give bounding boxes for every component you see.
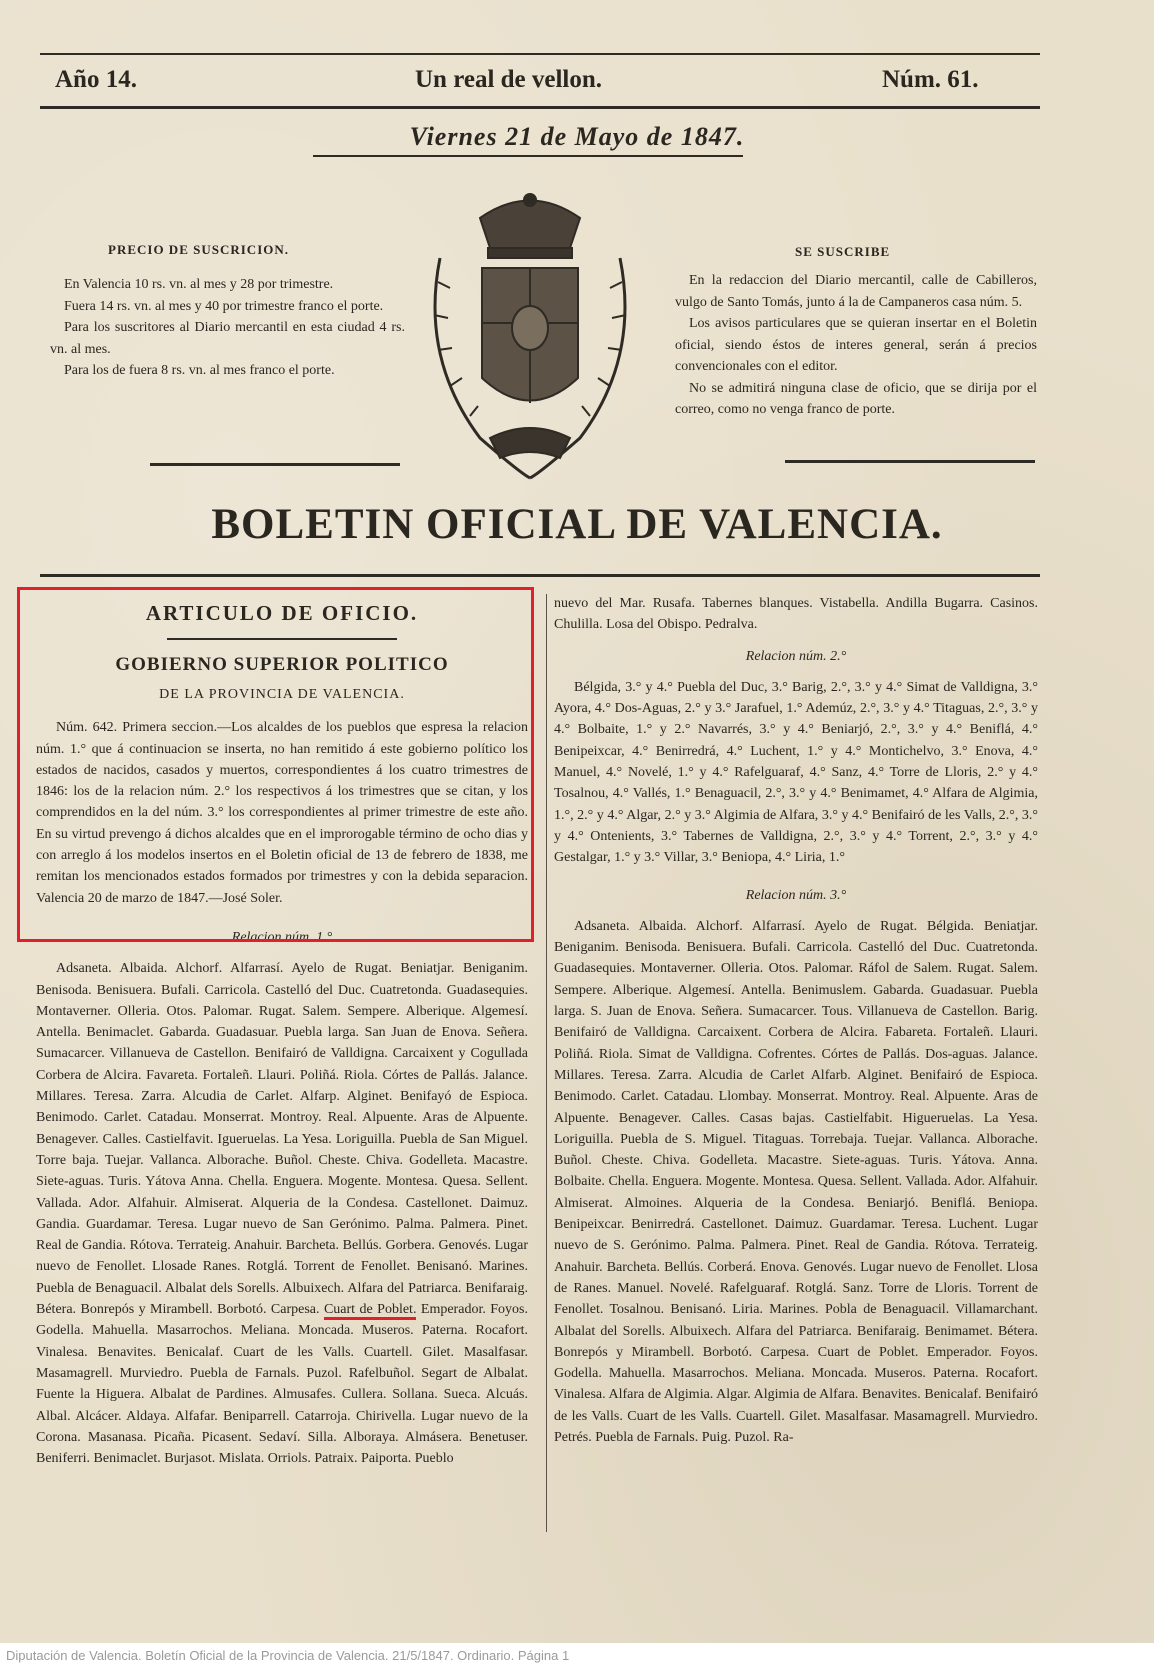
relacion-1-list	[36, 958, 528, 1469]
column-divider	[546, 594, 547, 1532]
list-continuation: nuevo del Mar. Rusafa. Tabernes blanques. Vistabella. Andilla Bugarra. Casinos. Chulilla. Losa del Obispo. Pedralva.	[554, 596, 1038, 633]
price-paragraph: Para los de fuera 8 rs. vn. al mes franco el porte.	[64, 363, 335, 378]
price-paragraph: Para los suscritores al Diario mercantil en esta ciudad 4 rs. vn. al mes.	[50, 320, 405, 357]
relacion-3-title: Relacion núm. 3.°	[745, 887, 847, 903]
relacion-2-list: Bélgida, 3.° y 4.° Puebla del Duc, 3.° Barig, 2.°, 3.° y 4.° Simat de Valldigna, 3.° Ayora, 4.° Dos-Aguas, 2.° y 3.° Jarafuel, 1.° Ademúz, 2.°, 3.° y 4.° Titaguas, 2.°, 3.° y 4.° Bolbaite, 1.° y 2.° Navarrés, 3.° y 4.° Beniarjó, 2.°, 3.° y 4.° Beniflá, 4.° Benipeixcar, 4.° Benirredrá, 4.° Luchent, 1.° y 4.° Montichelvo, 3.° Enova, 4.° Manuel, 4.° Novelé, 1.° y 4.° Rafelguaraf, 4.° Sanz, 4.° Torre de Lloris, 2.° y 4.° Tosalnou, 4.° Vallés, 1.° Benaguacil, 2.°, 3.° y 4.° Benimamet, 4.° Alfara de Algimia, 1.°, 2.° y 4.° Algar, 2.° y 3.° Algimia de Alfara, 3.° y 4.° Benifairó de les Valls, 2.°, 3.° y 4.° Ontenients, 3.° Tabernes de Valldigna, 2.°, 3.° y 4.° Torrent, 2.°, 3.° y 4.° Gestalgar, 1.° y 3.° Villar, 3.° Beniopa, 4.° Liria, 1.°	[554, 679, 1038, 866]
subscribe-paragraph: En la redaccion del Diario mercantil, calle de Cabilleros, vulgo de Santo Tomás, junto á la de Campaneros casa núm. 5.	[675, 273, 1037, 310]
source-footer: Diputación de Valencia. Boletín Oficial de la Provincia de Valencia. 21/5/1847. Ordinario. Página 1	[0, 1643, 1154, 1669]
relacion-2-title: Relacion núm. 2.°	[745, 648, 847, 664]
top-rule	[40, 53, 1040, 55]
subscribe-paragraph: No se admitirá ninguna clase de oficio, que se dirija por el correo, como no venga franco de porte.	[675, 380, 1037, 417]
cuart-de-poblet-highlight: Cuart de Poblet.	[324, 1302, 417, 1320]
relacion-3-list: Adsaneta. Albaida. Alchorf. Alfarrasí. Ayelo de Rugat. Bélgida. Beniatjar. Beniganim. Benisoda. Benisuera. Bufali. Carricola. Castelló del Duc. Cuatretonda. Guadasequies. Montaverner. Olleria. Otos. Palomar. Ráfol de Salem. Rugat. Salem. Sempere. Alberique. Algemesí. Antella. Benimuslem. Gabarda. Guadasuar. Puebla larga. S. Juan de Enova. Señera. Sumacarcer. Tous. Villanueva de Castellon. Barig. Benifairó de Valldigna. Carcaixent. Corbera de Alcira. Fabareta. Fortaleñ. Llauri. Poliñá. Riola. Simat de Valldigna. Cofrentes. Córtes de Pallás. Dos-aguas. Jalance. Millares. Teresa. Zarra. Alcudia de Carlet Alfarb. Alginet. Benifairó de Espioca. Benimodo. Carlet. Catadau. Llombay. Monserrat. Montroy. Real. Alpuente. Aras de Alpuente. Benagever. Calles. Casas bajas. Castielfabit. Higueruelas. La Yesa. Loriguilla. Puebla de S. Miguel. Titaguas. Torrebaja. Tuejar. Vallanca. Alborache. Buñol. Cheste. Chiva. Godelleta. Macastre. Siete-aguas. Turis. Yátova. Anna. Bolbaite. Chella. Enguera. Mogente. Montesa. Quesa. Sellent. Vallada. Ador. Alfahuir. Almiserat. Almoines. Alqueria de la Condesa. Beniarjó. Beniflá. Beniopa. Benipeixcar. Benirredrá. Castellonet. Daimuz. Guardamar. Teresa. Luchent. Lugar nuevo de S. Gerónimo. Palma. Palmera. Pinet. Real de Gandia. Rótova. Terrateig. Anahuir. Barcheta. Bellús. Corberá. Enova. Genovés. Lugar nuevo de Fenollet. Llosa de Ranes. Manuel. Novelé. Rafelguaraf. Rotglá. Sanz. Torre de Lloris. Torrent de Fenollet. Tosalnou. Benisanó. Liria. Marines. Pobla de Benaguacil. Villamarchant. Albalat del Sorells. Albuixech. Alfara del Patriarca. Benifaraig. Benimamet. Bétera. Bonrepós y Mirambell. Borbotó. Carpesa. Cuart de Poblet. Emperador. Foyos. Godella. Mahuella. Masarrochos. Meliana. Moncada. Museros. Paterna. Rocafort. Vinalesa. Alfara de Algimia. Algar. Algimia de Alfara. Benavites. Benicalaf. Benifairó de les Valls. Cuart de les Valls. Cuartell. Gilet. Masalfasar. Masamagrell. Murviedro. Petrés. Puebla de Farnals. Puig. Puzol. Ra-	[554, 918, 1038, 1445]
price-paragraph: Fuera 14 rs. vn. al mes y 40 por trimestre franco el porte.	[64, 298, 384, 314]
right-box-rule	[785, 460, 1035, 463]
subscribe-text	[675, 270, 1037, 421]
price-paragraph: En Valencia 10 rs. vn. al mes y 28 por trimestre.	[64, 277, 334, 292]
issue-price: Un real de vellon.	[415, 66, 603, 93]
article-heading: ARTICULO DE OFICIO.	[145, 601, 419, 625]
royal-coat-of-arms-icon	[420, 188, 640, 488]
highlight-box	[17, 587, 534, 942]
date-rule	[313, 155, 743, 157]
relacion-1-text: Adsaneta. Albaida. Alchorf. Alfarrasí. Ayelo de Rugat. Beniatjar. Beniganim. Benisoda. Benisuera. Bufali. Carricola. Castelló del Duc. Cuatretonda. Guadasequies. Montaverner. Olleria. Otos. Palomar. Rugat. Salem. Sempere. Alberique. Algemesí. Antella. Benimaclet. Gabarda. Guadasuar. Puebla larga. San Juan de Enova. Señera. Sumacarcer. Villanueva de Castellon. Benifairó de Valldigna. Carcaixent y Cogullada Corbera de Alcira. Favareta. Fortaleñ. Llauri. Poliñá. Riola. Córtes de Pallás. Jalance. Millares. Teresa. Zarra. Alcudia de Carlet. Alfarp. Alginet. Benifayó de Espioca. Benimodo. Carlet. Catadau. Monserrat. Montroy. Real. Alpuente. Aras de Alpuente. Benagever. Calles. Castielfavit. Igueruelas. La Yesa. Loriguilla. Puebla de San Miguel. Torre baja. Tuejar. Vallanca. Alborache. Buñol. Cheste. Chiva. Godelleta. Macastre. Siete-aguas. Turis. Yátova Anna. Chella. Enguera. Mogente. Montesa. Quesa. Sellent. Vallada. Ador. Alfahuir. Almiserat. Alqueria de la Condesa. Castellonet. Daimuz. Gandia. Guardamar. Teresa. Lugar nuevo de San Gerónimo. Palma. Palmera. Pinet. Real de Gandia. Rótova. Terrateig. Anahuir. Barcheta. Bellús. Gorbera. Genovés. Lugar nuevo de Fenollet. Llosade Ranes. Rotglá. Torrent de Fenollet. Benisanó. Marines. Puebla de Benaguacil. Albalat dels Sorells. Albuixech. Alfara del Patriarca. Benifaraig. Bétera. Bonrepós y Mirambell. Borbotó. Carpesa.	[36, 961, 528, 1318]
article-body: Núm. 642. Primera seccion.—Los alcaldes de los pueblos que espresa la relacion núm. 1.° que á continuacion se inserta, no han remitido á este gobierno político los estados de nacidos, casados y muertos, correspondientes á los cuatro trimestres de 1846: los de la relacion núm. 2.° los respectivos á los trimestres que se citan, y los comprendidos en la del núm. 3.° los correspondientes al primer trimestre de este año. En su virtud prevengo á dichos alcaldes que en el improrogable término de ocho dias y con arreglo á los modelos insertos en el Boletin oficial de 13 de febrero de 1838, me remitan los mencionados estados formados por trimestres y con la debida separacion. Valencia 20 de marzo de 1847.—José Soler.	[36, 720, 528, 906]
issue-date: Viernes 21 de Mayo de 1847.	[409, 122, 745, 151]
subscription-price-title: PRECIO DE SUSCRICION.	[108, 242, 289, 257]
header-rule	[40, 106, 1040, 109]
subscribe-title: SE SUSCRIBE	[795, 244, 891, 259]
subscribe-paragraph: Los avisos particulares que se quieran insertar en el Boletin oficial, siendo éstos de interes general, serán á precios convencionales con el editor.	[675, 316, 1037, 374]
government-title: GOBIERNO SUPERIOR POLITICO	[115, 654, 449, 675]
issue-number: Núm. 61.	[882, 66, 979, 93]
subscription-price-text	[50, 274, 405, 382]
masthead-rule	[40, 574, 1040, 577]
right-column	[554, 593, 1038, 1448]
relacion-1-text-continued: Emperador. Foyos. Godella. Mahuella. Masarrochos. Meliana. Moncada. Museros. Paterna. Rocafort. Vinalesa. Benavites. Benicalaf. Cuart de les Valls. Cuartell. Gilet. Masalfasar. Masamagrell. Murviedro. Puebla de Farnals. Puzol. Rafelbuñol. Segart de Albalat. Fuente la Higuera. Albalat de Pardines. Almusafes. Cullera. Sollana. Sueca. Alcuás. Albal. Alcácer. Aldaya. Alfafar. Beniparrell. Catarroja. Chirivella. Lugar nuevo de la Corona. Masanasa. Picaña. Picasent. Sedaví. Silla. Alboraya. Almásera. Benetuser. Beniferri. Benimaclet. Burjasot. Mislata. Orriols. Patraix. Paiporta. Pueblo	[36, 1302, 529, 1467]
province-subtitle: DE LA PROVINCIA DE VALENCIA.	[159, 687, 405, 702]
relacion-1-title: Relacion núm. 1.°	[231, 929, 333, 945]
left-box-rule	[150, 463, 400, 466]
issue-year: Año 14.	[55, 66, 137, 93]
masthead-title: BOLETIN OFICIAL DE VALENCIA.	[211, 501, 943, 548]
